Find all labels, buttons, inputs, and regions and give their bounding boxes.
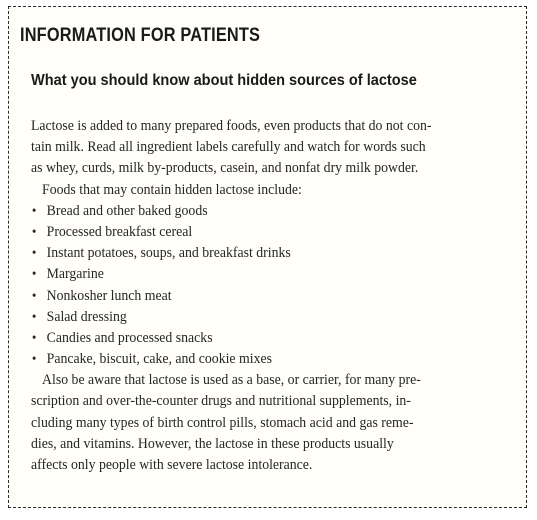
bullet-icon: • <box>31 288 37 304</box>
list-item-text: Margarine <box>46 266 104 283</box>
box-subtitle: What you should know about hidden sources of lactose <box>31 72 417 89</box>
bullet-icon: • <box>31 246 37 262</box>
bullet-icon: • <box>31 224 37 240</box>
foods-intro: Foods that may contain hidden lactose include: <box>42 181 302 198</box>
list-item-text: Instant potatoes, soups, and breakfast drinks <box>46 245 291 262</box>
list-item-text: Nonkosher lunch meat <box>46 287 172 304</box>
closing-line: affects only people with severe lactose intolerance. <box>31 457 313 473</box>
box-title: INFORMATION FOR PATIENTS <box>20 25 261 46</box>
closing-line: Also be aware that lactose is used as a base, or carrier, for many pre- <box>42 372 421 389</box>
bullet-icon: • <box>31 330 37 346</box>
list-item-text: Salad dressing <box>46 308 127 325</box>
list-item-text: Candies and processed snacks <box>46 329 213 346</box>
list-item <box>31 264 479 285</box>
bullet-icon: • <box>31 203 37 219</box>
closing-line: dies, and vitamins. However, the lactose in these products usually <box>31 435 394 452</box>
list-item <box>31 222 479 243</box>
bullet-icon: • <box>31 352 37 368</box>
intro-line: Lactose is added to many prepared foods, even products that do not con- <box>31 118 432 134</box>
list-item-text: Processed breakfast cereal <box>46 223 193 240</box>
list-item <box>31 243 479 264</box>
body-text <box>31 116 518 476</box>
closing-line: cluding many types of birth control pills, stomach acid and gas reme- <box>31 414 414 431</box>
list-item <box>31 328 479 349</box>
list-item <box>31 349 479 370</box>
intro-line: tain milk. Read all ingredient labels carefully and watch for words such <box>31 139 426 156</box>
closing-line: scription and over-the-counter drugs and nutritional supplements, in- <box>31 393 411 410</box>
bullet-icon: • <box>31 309 37 325</box>
list-item-text: Pancake, biscuit, cake, and cookie mixes <box>46 351 272 368</box>
list-item-text: Bread and other baked goods <box>46 202 208 219</box>
list-item <box>31 307 479 328</box>
list-item <box>31 201 479 222</box>
intro-line: as whey, curds, milk by-products, casein, and nonfat dry milk powder. <box>31 160 419 177</box>
bullet-icon: • <box>31 267 37 283</box>
list-item <box>31 286 479 307</box>
